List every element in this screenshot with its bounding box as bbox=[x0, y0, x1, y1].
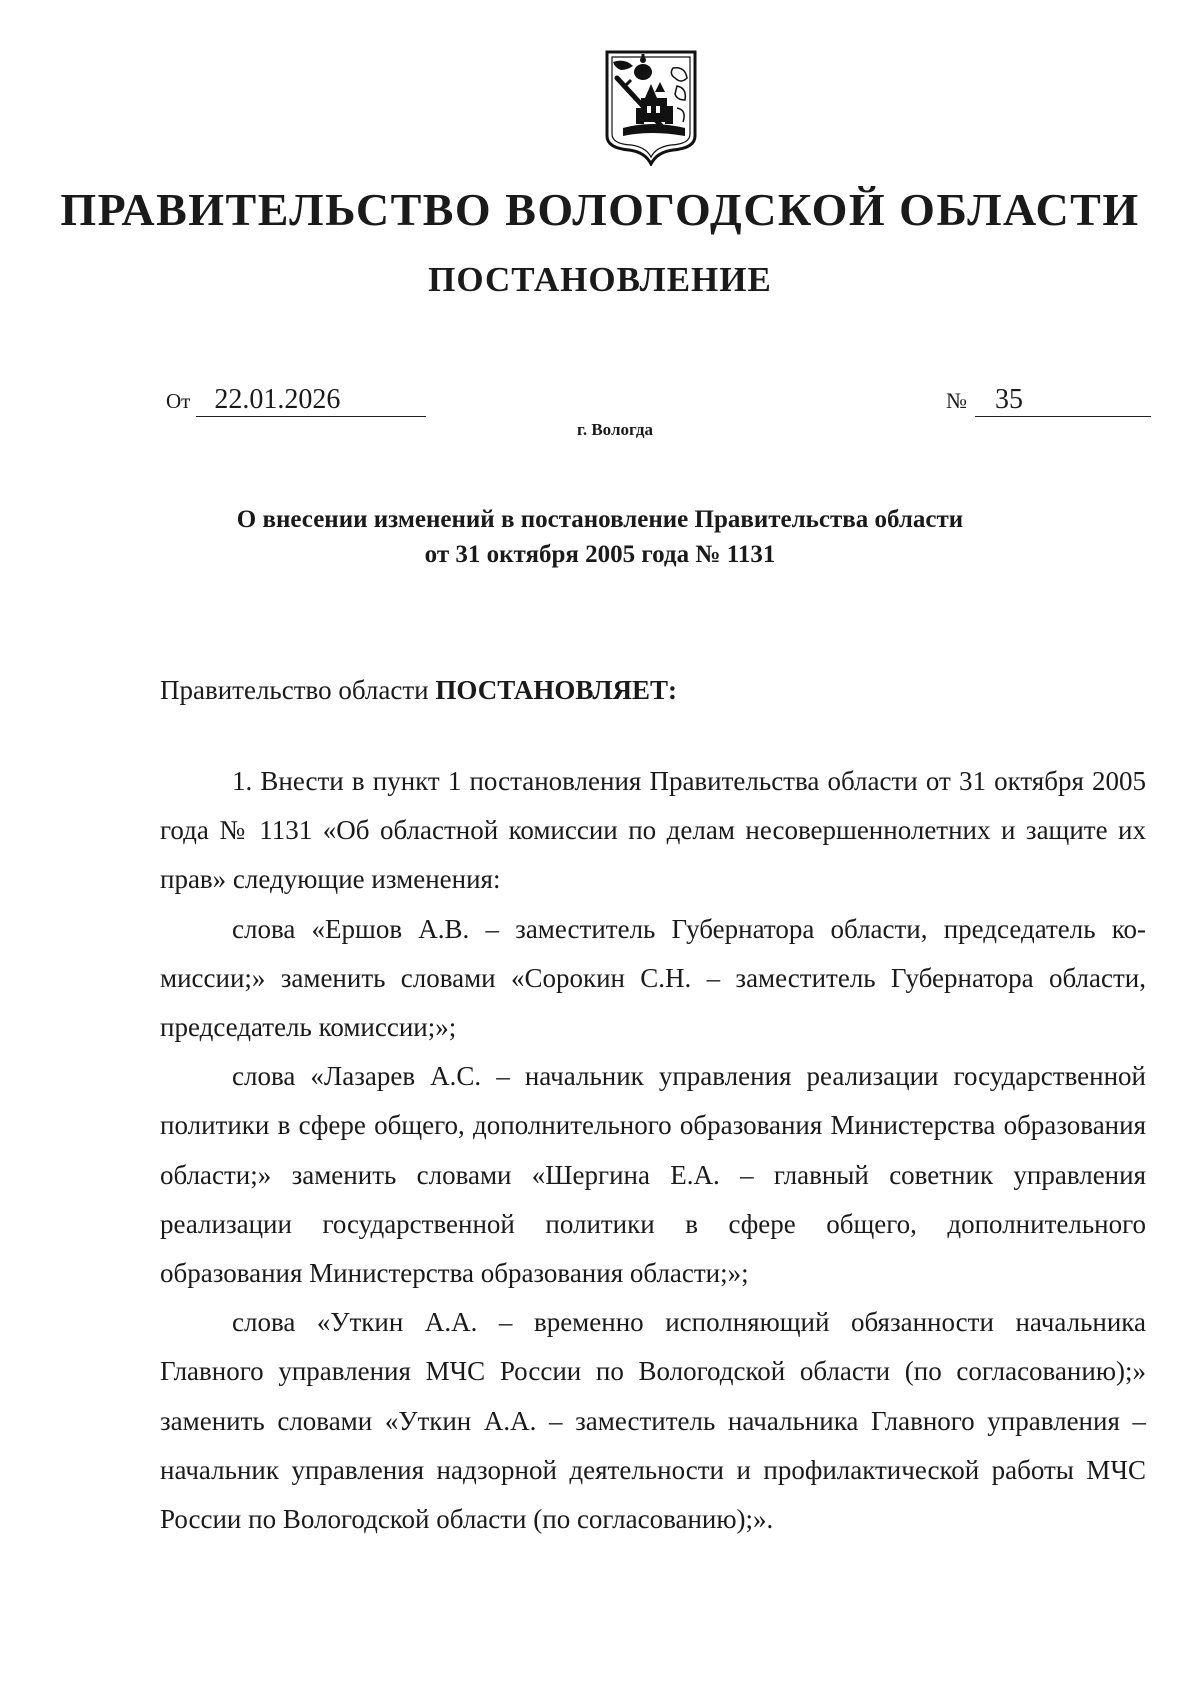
date-value: 22.01.2026 bbox=[196, 384, 426, 417]
decree-prefix: Правительство области bbox=[160, 675, 429, 705]
date-field bbox=[166, 384, 426, 417]
number-value: 35 bbox=[975, 384, 1151, 417]
subject-line-1: О внесении изменений в постановление Правительства области bbox=[236, 506, 964, 533]
body-paragraph-3: слова «Лазарев А.С. – начальник управления реализации государственной политики в сфере общего, дополнительного образования Министерства образования области;» заменить словами «Шергина Е.А. – главный советник управления реализации государственной политики в сфере общего, дополнительного образования Министерства образования области;»; bbox=[160, 1061, 1146, 1289]
subject-line-2: от 31 октября 2005 года № 1131 bbox=[424, 541, 776, 568]
body-paragraph-4: слова «Уткин А.А. – временно исполняющий обязанности начальника Главного управления МЧС России по Вологодской области (по согласованию);» заменить словами «Уткин А.А. – заместитель начальника Главного управления – начальник управления надзорной деятельности и профилактической работы МЧС России по Вологодской области (по согласованию);». bbox=[160, 1307, 1146, 1535]
number-prefix: № bbox=[946, 388, 967, 413]
document-subject bbox=[0, 502, 1200, 572]
decree-statement bbox=[160, 672, 677, 708]
government-title: ПРАВИТЕЛЬСТВО ВОЛОГОДСКОЙ ОБЛАСТИ bbox=[60, 184, 1140, 235]
document-body bbox=[160, 757, 1146, 1544]
body-paragraph-1: 1. Внести в пункт 1 постановления Правительства области от 31 октября 2005 года № 1131 «Об областной комиссии по делам несовершеннолетних и защите их прав» следующие изменения: bbox=[160, 766, 1146, 895]
number-field bbox=[946, 384, 1151, 417]
document-type: ПОСТАНОВЛЕНИЕ bbox=[428, 260, 772, 299]
vologda-coat-of-arms-icon bbox=[603, 48, 699, 166]
body-paragraph-2: слова «Ершов А.В. – заместитель Губернатора области, председатель комиссии;» заменить словами «Сорокин С.Н. – заместитель Губернатора области, председатель комиссии;»; bbox=[160, 913, 1146, 1043]
decree-verb: ПОСТАНОВЛЯЕТ: bbox=[435, 675, 677, 705]
city-label: г. Вологда bbox=[577, 420, 653, 439]
date-prefix: От bbox=[166, 389, 191, 413]
